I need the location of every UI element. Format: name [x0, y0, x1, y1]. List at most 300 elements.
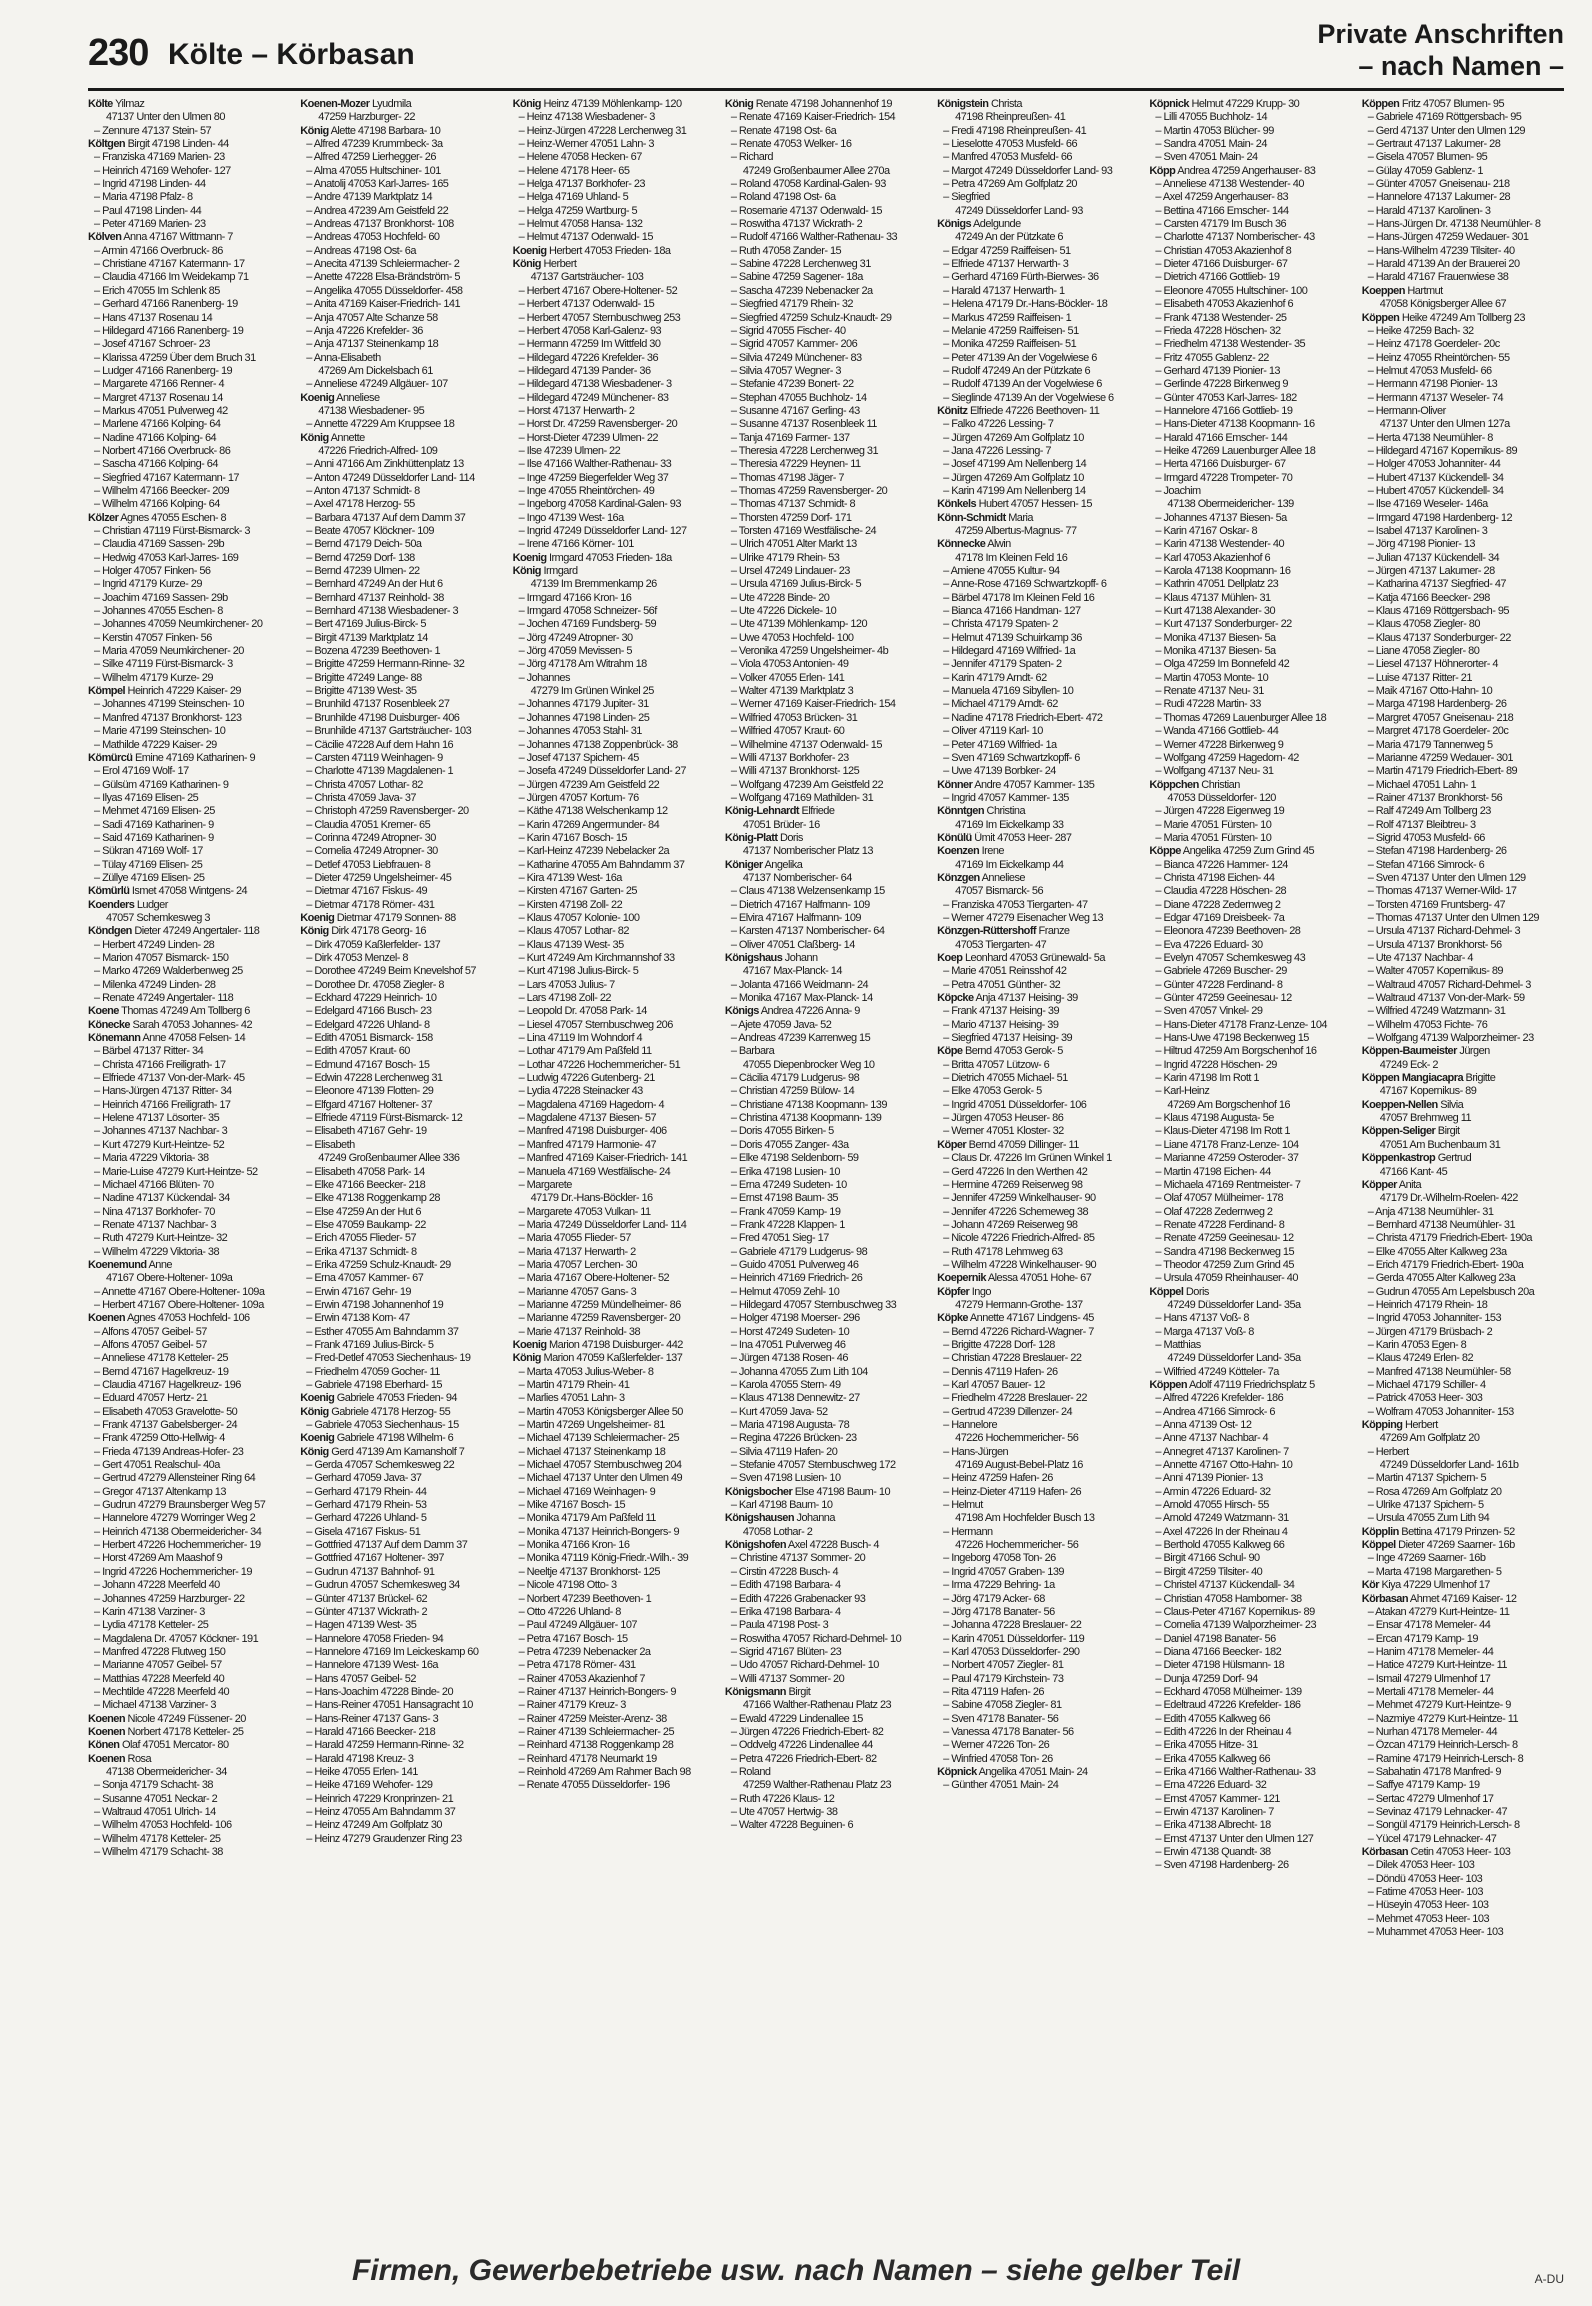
entry-details: Johanna: [794, 1512, 835, 1525]
listing-entry: [937, 258, 1139, 271]
entry-details: Silvia: [1437, 1098, 1464, 1111]
entry-details: – Winfried 47058 Ton- 26: [943, 1752, 1053, 1765]
listing-entry: [300, 1419, 502, 1432]
entry-details: – Michael 47051 Lahn- 1: [1367, 778, 1477, 791]
listing-entry: [88, 285, 290, 298]
listing-entry: [513, 1125, 715, 1138]
listing-entry: [1362, 365, 1564, 378]
entry-details: – Alfred 47259 Lierhegger- 26: [306, 151, 436, 164]
entry-details: – Michael 47139 Schleiermacher- 25: [518, 1432, 680, 1445]
surname: Köpe: [937, 1045, 963, 1058]
entry-details: – Margarete 47053 Vulkan- 11: [518, 1205, 651, 1218]
listing-entry: [725, 979, 927, 992]
entry-details: – Reinhold 47269 Am Rahmer Bach 98: [518, 1765, 691, 1778]
listing-entry: [1362, 1859, 1564, 1872]
entry-details: – Annette 47167 Otto-Hahn- 10: [1155, 1459, 1293, 1472]
listing-head-entry: [88, 1019, 290, 1032]
entry-details: – Karin 47051 Düsseldorfer- 119: [943, 1632, 1085, 1645]
listing-entry: [937, 1019, 1139, 1032]
listing-entry: [725, 1659, 927, 1672]
entry-details: – Monika 47137 Biesen- 5a: [1155, 645, 1276, 658]
entry-details: 47269 Am Dickelsbach 61: [318, 364, 433, 377]
surname: Koene: [88, 1005, 119, 1018]
listing-entry: [300, 538, 502, 551]
listing-entry: [513, 1673, 715, 1686]
entry-details: 47138 Wiesbadener- 95: [318, 404, 425, 417]
entry-details: – Nadine 47178 Friedrich-Ebert- 472: [943, 711, 1103, 724]
listing-head-entry: [937, 498, 1139, 511]
listing-entry: [513, 1633, 715, 1646]
listing-entry: [513, 178, 715, 191]
listing-entry: [937, 1552, 1139, 1565]
listing-entry: [1149, 712, 1351, 725]
listing-entry: [937, 392, 1139, 405]
entry-details: – Walter 47057 Kopernikus- 89: [1367, 965, 1503, 978]
entry-details: Anja 47137 Heising- 39: [973, 992, 1078, 1005]
entry-details: Andre 47057 Kammer- 135: [972, 778, 1095, 791]
entry-details: 47249 Düsseldorfer Land- 35a: [1167, 1298, 1301, 1311]
entry-details: – Claus 47138 Welzensenkamp 15: [730, 885, 885, 898]
entry-details: – Erika 47055 Kalkweg 66: [1155, 1752, 1271, 1765]
listing-entry: [937, 618, 1139, 631]
listing-entry: [1149, 725, 1351, 738]
entry-details: – Helene 47137 Lösorter- 35: [94, 1112, 220, 1125]
listing-entry: [937, 125, 1139, 138]
listing-entry: [937, 1539, 1139, 1552]
listing-entry: [88, 1579, 290, 1592]
listing-entry: [513, 658, 715, 671]
listing-entry: [88, 111, 290, 124]
surname: Königshaus: [724, 952, 783, 964]
entry-details: – Heinz-Werner 47051 Lahn- 3: [518, 138, 654, 151]
listing-entry: [937, 1219, 1139, 1232]
entry-details: – Jennifer 47259 Winkelhauser- 90: [943, 1192, 1096, 1205]
listing-entry: [1362, 952, 1564, 965]
entry-details: Birgit: [785, 1685, 811, 1698]
surname: Koenig: [512, 551, 547, 564]
entry-details: – Sigrid 47167 Blüten- 23: [730, 1645, 842, 1658]
listing-entry: [300, 752, 502, 765]
entry-details: Olaf 47051 Mercator- 80: [119, 1739, 229, 1752]
entry-details: – Wilhelm 47166 Kolping- 64: [94, 498, 220, 511]
listing-entry: [937, 1566, 1139, 1579]
listing-entry: [1362, 779, 1564, 792]
listing-entry: [88, 552, 290, 565]
surname: König: [724, 98, 754, 110]
listing-entry: [1362, 832, 1564, 845]
listing-entry: [1362, 1873, 1564, 1886]
listing-entry: [513, 1299, 715, 1312]
listing-entry: [1362, 739, 1564, 752]
listing-entry: [937, 191, 1139, 204]
entry-details: – Ute 47139 Möhlenkamp- 120: [730, 618, 868, 631]
listing-entry: [937, 939, 1139, 952]
listing-entry: [937, 1085, 1139, 1098]
listing-entry: [513, 832, 715, 845]
entry-details: – Ewald 47229 Lindenallee 15: [730, 1712, 863, 1725]
surname: Koep: [937, 952, 963, 964]
entry-details: 47167 Kopernikus- 89: [1379, 1085, 1477, 1098]
listing-entry: [300, 1166, 502, 1179]
entry-details: 47249 Düsseldorfer Land- 93: [955, 204, 1083, 217]
entry-details: – Stefanie 47239 Bonert- 22: [730, 378, 854, 391]
listing-entry: [937, 1646, 1139, 1659]
listing-entry: [1149, 485, 1351, 498]
listing-entry: [300, 805, 502, 818]
entry-details: Irene: [979, 845, 1004, 858]
entry-details: – Lilli 47055 Buchholz- 14: [1155, 111, 1268, 124]
listing-entry: [1362, 1739, 1564, 1752]
listing-entry: [1149, 285, 1351, 298]
surname: Koenzen: [937, 845, 980, 858]
entry-details: – Katharina 47137 Siegfried- 47: [1367, 578, 1506, 591]
entry-details: – Johannes 47059 Neumkirchener- 20: [94, 618, 263, 631]
entry-details: – Arnold 47055 Hirsch- 55: [1155, 1499, 1269, 1512]
listing-entry: [513, 231, 715, 244]
entry-details: – Diane 47228 Zedernweg 2: [1155, 898, 1281, 911]
listing-entry: [1149, 1219, 1351, 1232]
listing-entry: [1149, 552, 1351, 565]
listing-entry: [937, 1446, 1139, 1459]
listing-entry: [1149, 672, 1351, 685]
entry-details: – Norbert 47166 Overbruck- 86: [94, 444, 231, 457]
entry-details: – Martin 47198 Eichen- 44: [1155, 1165, 1271, 1178]
entry-details: – Horst 47137 Herwarth- 2: [518, 404, 635, 417]
listing-entry: [300, 658, 502, 671]
listing-entry: [1149, 805, 1351, 818]
surname: Köppen: [1361, 98, 1400, 110]
entry-details: – Renate 47055 Düsseldorfer- 196: [518, 1779, 670, 1792]
listing-head-entry: [300, 432, 502, 445]
listing-entry: [513, 912, 715, 925]
entry-details: – Richard: [730, 151, 773, 164]
listing-entry: [937, 1032, 1139, 1045]
listing-entry: [937, 1739, 1139, 1752]
listing-entry: [937, 1152, 1139, 1165]
listing-head-entry: [513, 1352, 715, 1365]
listing-entry: [937, 658, 1139, 671]
surname: Költgen: [88, 138, 126, 151]
listing-head-entry: [725, 832, 927, 845]
entry-details: – Holger 47198 Moerser- 296: [730, 1312, 860, 1325]
listing-entry: [1362, 1166, 1564, 1179]
surname: König: [300, 124, 329, 137]
listing-entry: [937, 1472, 1139, 1485]
listing-entry: [1362, 1219, 1564, 1232]
listing-entry: [300, 138, 502, 151]
entry-details: 47058 Königsberger Allee 67: [1379, 298, 1507, 311]
listing-entry: [88, 365, 290, 378]
listing-entry: [937, 1432, 1139, 1445]
entry-details: – Carsten 47179 Im Busch 36: [1155, 218, 1287, 231]
entry-details: – Roland 47198 Ost- 6a: [730, 191, 836, 204]
listing-entry: [1362, 178, 1564, 191]
entry-details: – Wolfgang 47239 Am Geistfeld 22: [730, 778, 884, 791]
listing-entry: [1149, 1179, 1351, 1192]
entry-details: – Fred 47051 Sieg- 17: [730, 1232, 829, 1245]
listing-entry: [88, 845, 290, 858]
listing-entry: [513, 485, 715, 498]
listing-entry: [937, 1232, 1139, 1245]
listing-entry: [937, 298, 1139, 311]
entry-details: – Wilhelm 47053 Fichte- 76: [1367, 1018, 1488, 1031]
entry-details: – Horst 47249 Sudeten- 10: [730, 1325, 850, 1338]
listing-entry: [1362, 1699, 1564, 1712]
listing-entry: [300, 1593, 502, 1606]
listing-entry: [513, 885, 715, 898]
listing-entry: [88, 298, 290, 311]
listing-entry: [513, 1379, 715, 1392]
entry-details: – Elke 47166 Beecker- 218: [306, 1178, 426, 1191]
listing-head-entry: [937, 805, 1139, 818]
listing-entry: [300, 178, 502, 191]
surname: Koenen: [88, 1725, 126, 1738]
entry-details: – Marianne 47259 Mündelheimer- 86: [518, 1298, 681, 1311]
entry-details: – Elisabeth 47053 Akazienhof 6: [1155, 298, 1294, 311]
listing-entry: [513, 111, 715, 124]
entry-details: Rosa: [125, 1752, 152, 1765]
listing-entry: [300, 1766, 502, 1779]
listing-entry: [725, 1552, 927, 1565]
entry-details: – Irmgard 47058 Schneizer- 56f: [518, 605, 657, 618]
listing-entry: [1362, 1753, 1564, 1766]
entry-details: Heinz 47139 Möhlenkamp- 120: [540, 98, 682, 110]
entry-details: – Döndü 47053 Heer- 103: [1367, 1872, 1483, 1885]
listing-entry: [725, 1699, 927, 1712]
entry-details: – Mertali 47178 Memeler- 44: [1367, 1685, 1494, 1698]
listing-entry: [300, 1646, 502, 1659]
listing-entry: [88, 1793, 290, 1806]
entry-details: – Annette 47229 Am Kruppsee 18: [306, 418, 455, 431]
entry-details: – Maik 47167 Otto-Hahn- 10: [1367, 685, 1493, 698]
listing-entry: [1149, 578, 1351, 591]
listing-entry: [1149, 1406, 1351, 1419]
entry-details: – Erich 47055 Flieder- 57: [306, 1232, 417, 1245]
entry-details: – Waltraud 47137 Von-der-Mark- 59: [1367, 992, 1525, 1005]
surname: Koenen: [88, 1312, 126, 1325]
entry-details: – Bernd 47259 Dorf- 138: [306, 551, 415, 564]
entry-details: – Manfred 47053 Musfeld- 66: [943, 151, 1072, 164]
listing-entry: [1362, 405, 1564, 418]
listing-entry: [300, 1272, 502, 1285]
entry-details: – Erika 47259 Schulz-Knaudt- 29: [306, 1258, 451, 1271]
listing-entry: [1362, 1659, 1564, 1672]
entry-details: – Ursula 47137 Bronkhorst- 56: [1367, 938, 1502, 951]
listing-entry: [937, 325, 1139, 338]
entry-details: – Dietrich 47167 Halfmann- 109: [730, 898, 870, 911]
entry-details: – Horst-Dieter 47239 Ulmen- 22: [518, 431, 658, 444]
entry-details: 47137 Nomberischer Platz 13: [742, 845, 873, 858]
entry-details: 47057 Schemkesweg 3: [106, 911, 210, 924]
entry-details: – Günter 47137 Wickrath- 2: [306, 1605, 428, 1618]
entry-details: – Silvia 47119 Hafen- 20: [730, 1445, 838, 1458]
listing-head-entry: [1362, 98, 1564, 111]
listing-entry: [725, 485, 927, 498]
listing-entry: [513, 1459, 715, 1472]
listing-entry: [88, 1366, 290, 1379]
listing-entry: [1149, 245, 1351, 258]
entry-details: – Renate 47169 Kaiser-Friedrich- 154: [730, 111, 896, 124]
entry-details: – Fred-Detlef 47053 Siechenhaus- 19: [306, 1352, 471, 1365]
entry-details: Gertrud: [1435, 1152, 1472, 1165]
listing-entry: [725, 271, 927, 284]
listing-entry: [300, 1045, 502, 1058]
entry-details: Irmgard: [540, 565, 578, 578]
listing-entry: [1149, 1206, 1351, 1219]
entry-details: – Ingrid 47198 Linden- 44: [94, 178, 206, 191]
listing-entry: [300, 1606, 502, 1619]
listing-entry: [937, 271, 1139, 284]
listing-head-entry: [513, 565, 715, 578]
entry-details: – Marianne 47057 Geibel- 57: [94, 1659, 222, 1672]
entry-details: – Renate 47137 Neu- 31: [1155, 685, 1264, 698]
listing-entry: [937, 1779, 1139, 1792]
listing-entry: [88, 1699, 290, 1712]
listing-column-2: [300, 98, 502, 2248]
entry-details: Axel 47228 Busch- 4: [786, 1539, 879, 1552]
surname: Köpping: [1361, 1419, 1403, 1432]
listing-entry: [88, 125, 290, 138]
listing-entry: [725, 245, 927, 258]
listing-entry: [88, 992, 290, 1005]
listing-head-entry: [1149, 845, 1351, 858]
entry-details: – Bernd 47239 Ulmen- 22: [306, 565, 420, 578]
listing-entry: [937, 1753, 1139, 1766]
listing-entry: [1362, 1432, 1564, 1445]
listing-entry: [88, 1166, 290, 1179]
listing-entry: [725, 1673, 927, 1686]
entry-details: – Frank 47138 Westender- 25: [1155, 311, 1287, 324]
entry-details: 47138 Obermeidericher- 34: [106, 1765, 227, 1778]
listing-entry: [300, 1286, 502, 1299]
listing-entry: [1362, 125, 1564, 138]
entry-details: – Heinz 47055 Am Bahndamm 37: [306, 1806, 456, 1818]
entry-details: 47137 Nomberischer- 64: [742, 871, 852, 884]
listing-columns: [88, 98, 1564, 2248]
entry-details: – Walter 47139 Marktplatz 3: [730, 685, 854, 698]
listing-entry: [513, 1312, 715, 1325]
listing-head-entry: [725, 805, 927, 818]
listing-entry: [513, 805, 715, 818]
listing-entry: [937, 765, 1139, 778]
surname: Köpnick: [1149, 98, 1189, 110]
entry-details: – Ruth 47226 Klaus- 12: [730, 1792, 835, 1805]
entry-details: – Hans-Jürgen: [943, 1445, 1009, 1458]
entry-details: – Edith 47057 Kraut- 60: [306, 1045, 410, 1058]
listing-entry: [300, 698, 502, 711]
entry-details: – Brunhild 47137 Rosenbleek 27: [306, 698, 450, 711]
entry-details: – Siegfried 47179 Rhein- 32: [730, 298, 853, 311]
entry-details: – Petra 47051 Günther- 32: [943, 978, 1061, 991]
listing-entry: [1362, 111, 1564, 124]
entry-details: – Kurt 47279 Kurt-Heintze- 52: [94, 1138, 225, 1151]
entry-details: – Christian 47058 Hamborner- 38: [1155, 1592, 1302, 1605]
surname: Köpplin: [1361, 1525, 1399, 1538]
entry-details: – Kurt 47059 Java- 52: [730, 1405, 828, 1418]
surname: Koenig: [300, 391, 335, 404]
listing-entry: [513, 1699, 715, 1712]
listing-head-entry: [937, 218, 1139, 231]
entry-details: – Sven 47198 Lusien- 10: [730, 1472, 841, 1485]
listing-head-entry: [937, 405, 1139, 418]
entry-details: – Klaus 47198 Augusta- 5e: [1155, 1112, 1274, 1125]
entry-details: – Hans-Jürgen 47137 Ritter- 34: [94, 1085, 232, 1098]
listing-entry: [725, 592, 927, 605]
entry-details: – Sven 47198 Hardenberg- 26: [1155, 1859, 1289, 1872]
listing-entry: [88, 1379, 290, 1392]
listing-entry: [513, 1686, 715, 1699]
entry-details: – Ursula 47169 Julius-Birck- 5: [730, 578, 862, 591]
entry-details: – Ingrid 47228 Höschen- 29: [1155, 1058, 1277, 1071]
surname: Körbasan: [1361, 1846, 1409, 1859]
entry-details: – Hans-Dieter 47138 Koopmann- 16: [1155, 418, 1315, 431]
listing-entry: [937, 632, 1139, 645]
listing-entry: [937, 1339, 1139, 1352]
listing-entry: [300, 1726, 502, 1739]
listing-entry: [1362, 1312, 1564, 1325]
entry-details: – Dirk 47059 Kaßlerfelder- 137: [306, 938, 441, 951]
surname: Köpp: [1149, 164, 1176, 177]
entry-details: – Silvia 47249 Münchener- 83: [730, 351, 862, 364]
listing-entry: [300, 1686, 502, 1699]
listing-entry: [937, 965, 1139, 978]
listing-entry: [1362, 725, 1564, 738]
entry-details: – Siegfried: [943, 191, 990, 204]
listing-entry: [88, 165, 290, 178]
listing-entry: [725, 739, 927, 752]
entry-details: – Hans 47137 Voß- 8: [1155, 1312, 1249, 1325]
entry-details: Renate 47198 Johannenhof 19: [753, 98, 893, 110]
listing-entry: [88, 218, 290, 231]
listing-entry: [88, 1299, 290, 1312]
entry-details: – Johannes 47259 Harzburger- 22: [94, 1592, 245, 1605]
entry-details: – Eleonora 47239 Beethoven- 28: [1155, 925, 1301, 938]
listing-entry: [725, 352, 927, 365]
entry-details: – Eduard 47057 Hertz- 21: [94, 1392, 208, 1405]
listing-entry: [1362, 1352, 1564, 1365]
listing-entry: [513, 1166, 715, 1179]
surname: Königer: [724, 858, 763, 871]
entry-details: – Jörg 47179 Acker- 68: [943, 1592, 1045, 1605]
listing-entry: [1149, 1326, 1351, 1339]
entry-details: – Ruth 47178 Lehmweg 63: [943, 1245, 1063, 1258]
entry-details: – Edelgard 47226 Uhland- 8: [306, 1018, 430, 1031]
surname: Koenig: [512, 244, 547, 257]
entry-details: – Wilfried 47057 Kraut- 60: [730, 725, 845, 738]
entry-details: 47279 Hermann-Grothe- 137: [955, 1298, 1083, 1311]
listing-entry: [88, 792, 290, 805]
listing-entry: [937, 592, 1139, 605]
entry-details: Anne 47058 Felsen- 14: [140, 1032, 246, 1045]
entry-details: Leonhard 47053 Grünewald- 5a: [962, 952, 1105, 964]
listing-entry: [725, 445, 927, 458]
listing-entry: [1149, 979, 1351, 992]
entry-details: – Birgit 47166 Schul- 90: [1155, 1552, 1260, 1565]
entry-details: 47249 Düsseldorfer Land- 161b: [1379, 1459, 1519, 1472]
entry-details: – Jürgen 47179 Brüsbach- 2: [1367, 1325, 1493, 1338]
listing-entry: [1149, 685, 1351, 698]
listing-head-entry: [1362, 1579, 1564, 1592]
entry-details: – Marie 47051 Fürsten- 10: [1155, 818, 1272, 831]
entry-details: – Wanda 47166 Gottlieb- 44: [1155, 725, 1279, 738]
entry-details: – Jürgen 47269 Am Golfplatz 10: [943, 471, 1084, 484]
listing-entry: [725, 1646, 927, 1659]
listing-entry: [88, 1232, 290, 1245]
entry-details: – Wolfgang 47137 Neu- 31: [1155, 765, 1274, 778]
listing-entry: [300, 1379, 502, 1392]
listing-entry: [513, 1286, 715, 1299]
listing-entry: [513, 739, 715, 752]
